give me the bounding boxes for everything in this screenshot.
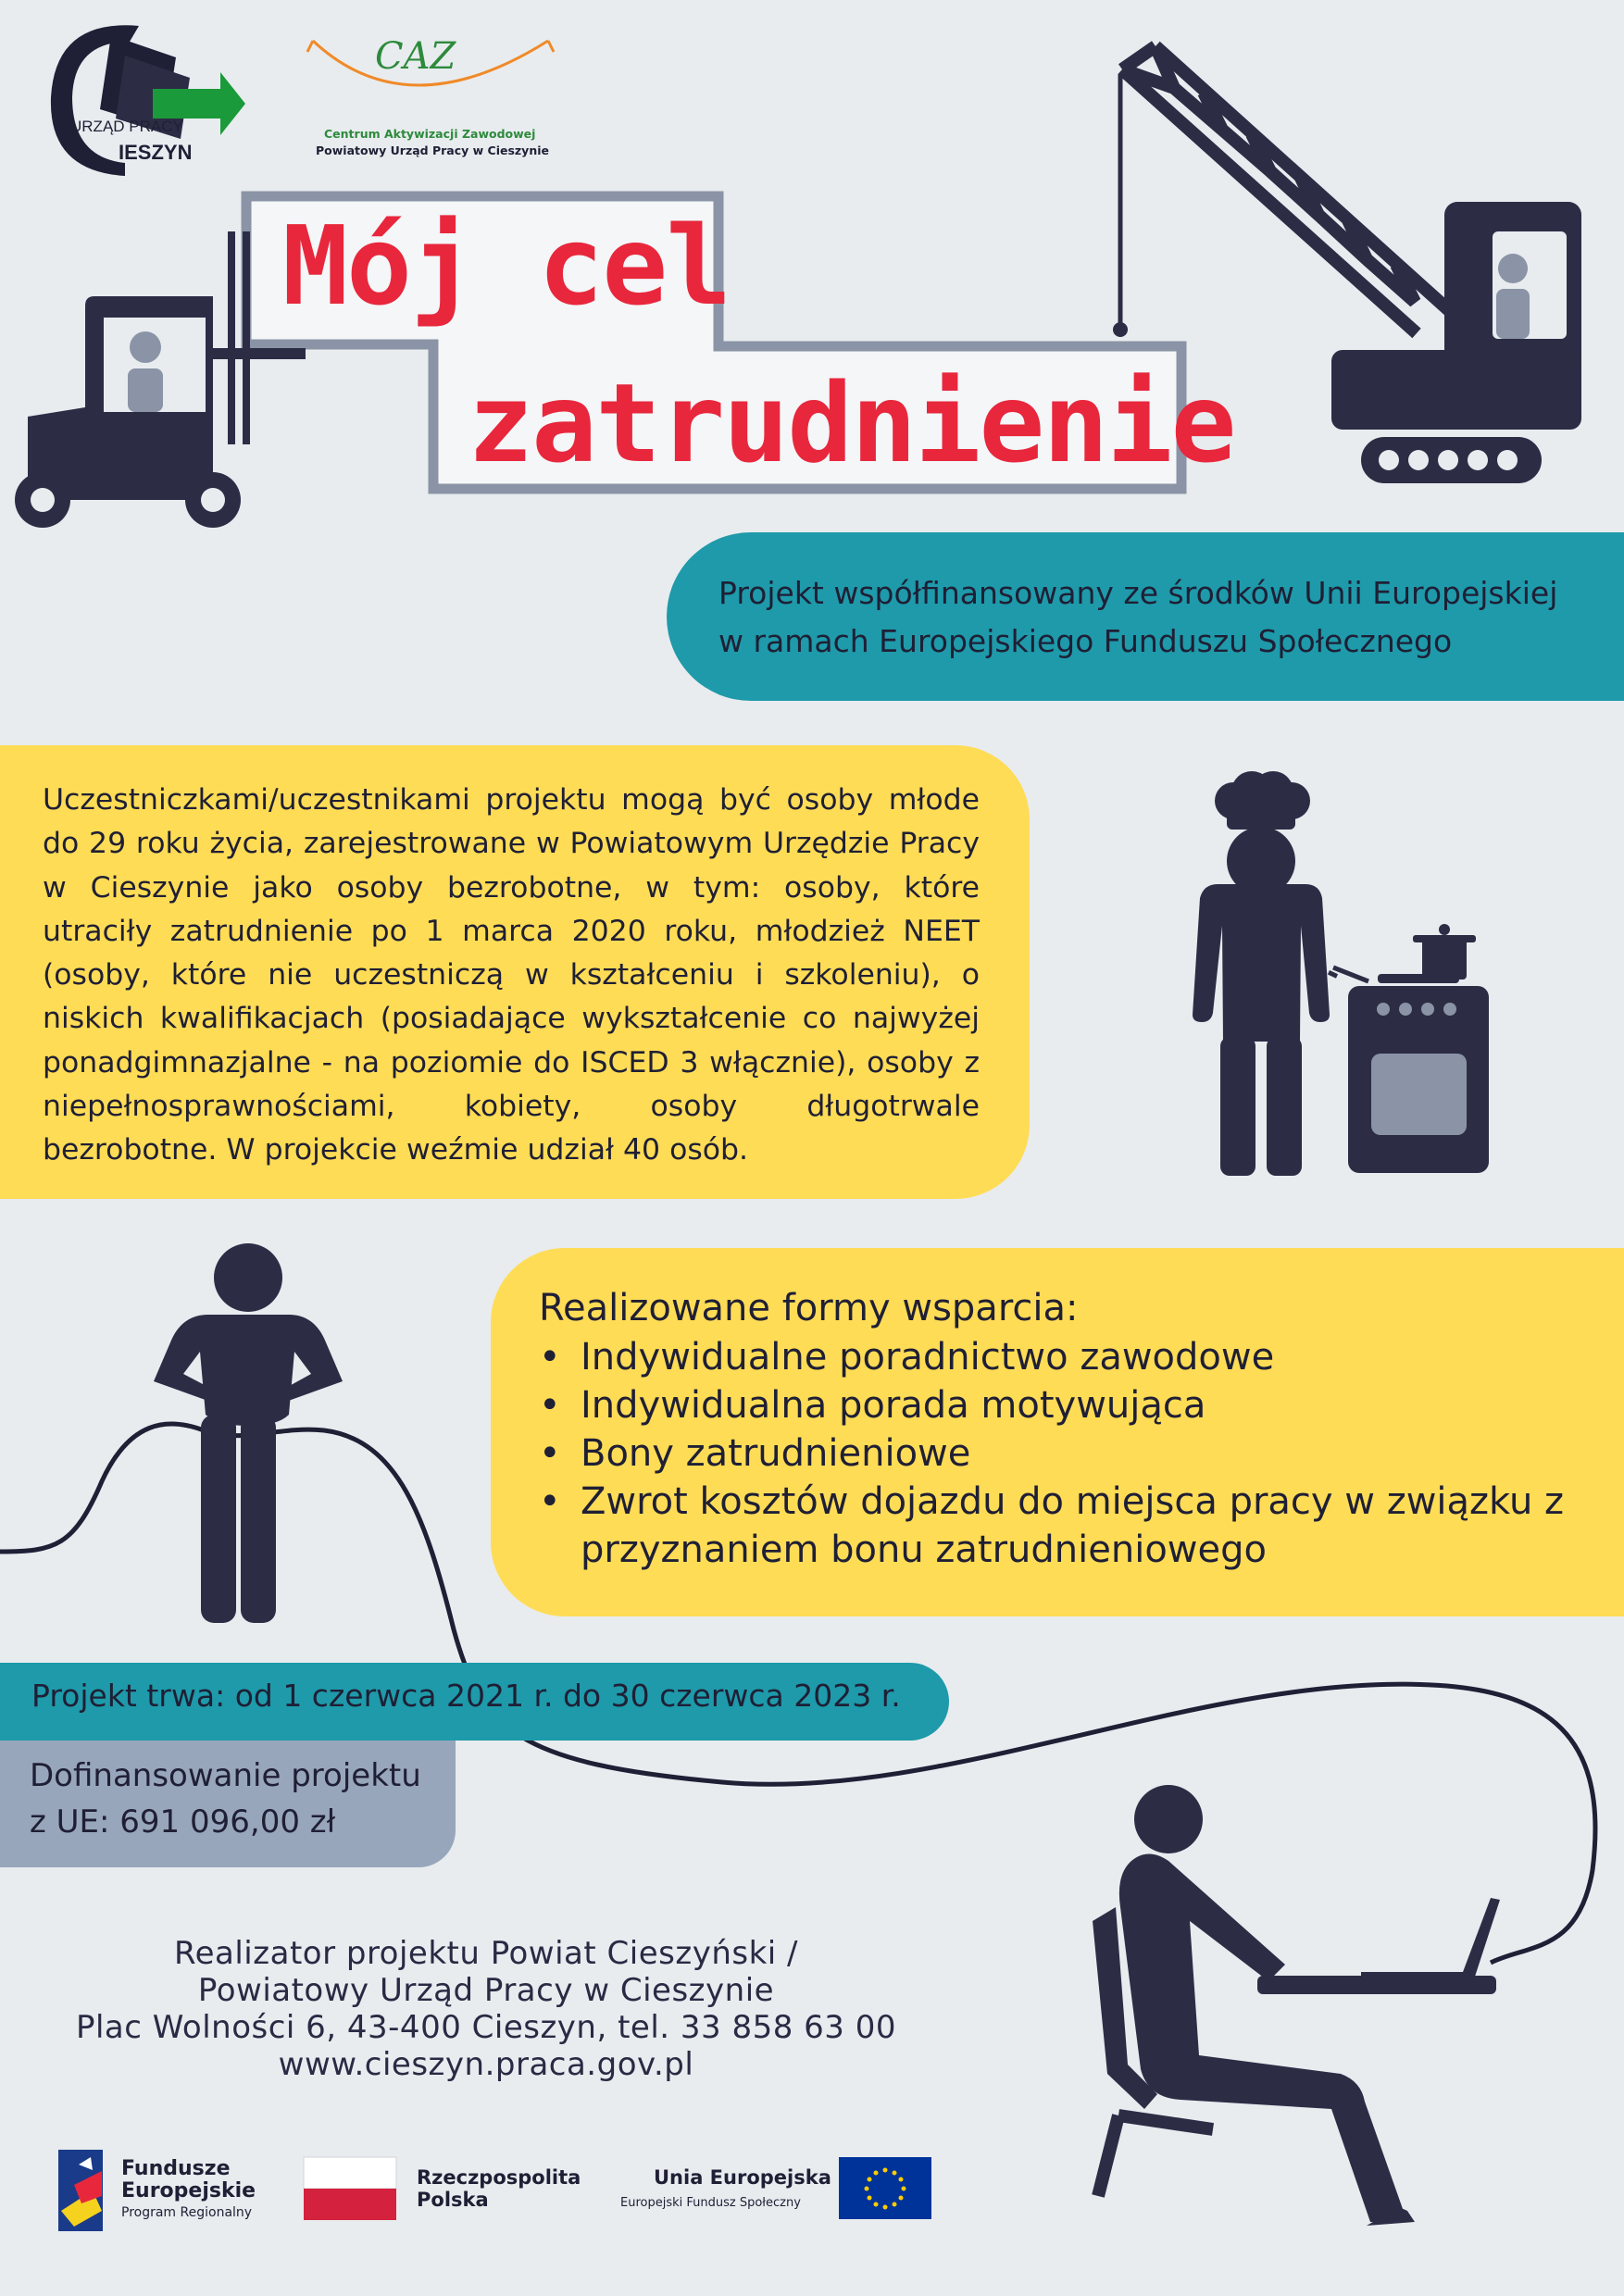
- caz-logo-title: CAZ: [375, 35, 456, 78]
- project-duration-banner: [0, 1663, 949, 1741]
- funding-line1: Dofinansowanie projektu: [30, 1757, 421, 1794]
- rp-logo-line1: Rzeczpospolita: [417, 2166, 581, 2189]
- cofinancing-line1: Projekt współfinansowany ze środków Unii Europejskiej: [718, 575, 1558, 611]
- support-item-label: Indywidualne poradnictwo zawodowe: [581, 1336, 1275, 1379]
- office-worker-icon: [1093, 1785, 1500, 2226]
- eu-flag-icon: [839, 2157, 931, 2219]
- support-item-label: Indywidualna porada motywująca: [581, 1384, 1206, 1427]
- page-title-line2: zatrudnienie: [468, 359, 1235, 487]
- electrician-icon: [154, 1243, 343, 1623]
- support-heading: Realizowane formy wsparcia:: [539, 1287, 1079, 1329]
- support-item-label: Zwrot kosztów dojazdu do miejsca pracy w związku z przyznaniem bonu zatrudnieniowego: [581, 1480, 1565, 1571]
- participants-text: Uczestniczkami/uczestnikami projektu mogą być osoby młode do 29 roku życia, zarejestrowane w Powiatowym Urzędzie Pracy w Cieszynie jako osoby bezrobotne, w tym: osoby, które utraciły zatrudnienie po 1 marca 2020 roku, młodzież NEET (osoby, które nie uczestniczą w kształceniu i szkoleniu), o niskich kwalifikacjach (posiadające wykształcenie co najwyżej ponadgimnazjalne - na poziomie do ISCED 3 włącznie), osoby z niepełnosprawnościami, kobiety, osoby długotrwale bezrobotne. W projekcie weźmie udział 40 osób.: [43, 783, 980, 1167]
- support-item: [539, 1333, 1604, 1381]
- support-forms-box: [491, 1248, 1624, 1616]
- realizator-line1: Realizator projektu Powiat Cieszyński /: [174, 1935, 798, 1972]
- support-item-label: Bony zatrudnieniowe: [581, 1432, 971, 1475]
- support-item: [539, 1478, 1604, 1574]
- realizator-address: Plac Wolności 6, 43-400 Cieszyn, tel. 33 858 63 00: [75, 2009, 897, 2046]
- ue-logo-line2: Europejski Fundusz Społeczny: [620, 2196, 801, 2210]
- polish-flag-icon: [304, 2157, 396, 2220]
- rp-logo-line2: Polska: [417, 2189, 489, 2211]
- bullet-icon: •: [539, 1336, 561, 1379]
- cofinancing-banner: [667, 532, 1624, 701]
- crane-icon: [1120, 46, 1452, 333]
- urzad-pracy-logo-line2: IESZYN: [119, 141, 193, 164]
- participants-box: [0, 745, 1030, 1199]
- funding-line2: z UE: 691 096,00 zł: [30, 1803, 336, 1841]
- fe-logo-line3: Program Regionalny: [121, 2205, 253, 2220]
- funding-box: [0, 1741, 456, 1867]
- fundusze-europejskie-logo: [58, 2150, 103, 2231]
- cofinancing-line2: w ramach Europejskiego Funduszu Społecznego: [718, 623, 1453, 659]
- urzad-pracy-logo-line1: URZĄD PRACY: [70, 118, 183, 135]
- cofinancing-text: [718, 569, 1557, 666]
- chef-icon: [1193, 771, 1330, 1176]
- page-title-line1: Mój cel: [282, 202, 731, 330]
- bullet-icon: •: [539, 1432, 561, 1475]
- bullet-icon: •: [539, 1480, 561, 1523]
- project-duration-text: Projekt trwa: od 1 czerwca 2021 r. do 30 czerwca 2023 r.: [31, 1678, 901, 1714]
- bullet-icon: •: [539, 1384, 561, 1427]
- realizator-line2: Powiatowy Urząd Pracy w Cieszynie: [197, 1972, 775, 2009]
- fe-logo-line2: Europejskie: [121, 2179, 256, 2202]
- caz-logo-line1: Centrum Aktywizacji Zawodowej: [324, 127, 536, 141]
- realizator-block: [37, 1935, 935, 2083]
- caz-logo-line2: Powiatowy Urząd Pracy w Cieszynie: [316, 144, 549, 157]
- support-item: [539, 1429, 1604, 1478]
- support-list: [539, 1333, 1604, 1574]
- fe-logo-line1: Fundusze: [121, 2157, 231, 2180]
- support-item: [539, 1381, 1604, 1429]
- realizator-website-link[interactable]: www.cieszyn.praca.gov.pl: [278, 2046, 694, 2083]
- stove-icon: [1328, 924, 1489, 1173]
- ue-logo-line1: Unia Europejska: [654, 2166, 831, 2189]
